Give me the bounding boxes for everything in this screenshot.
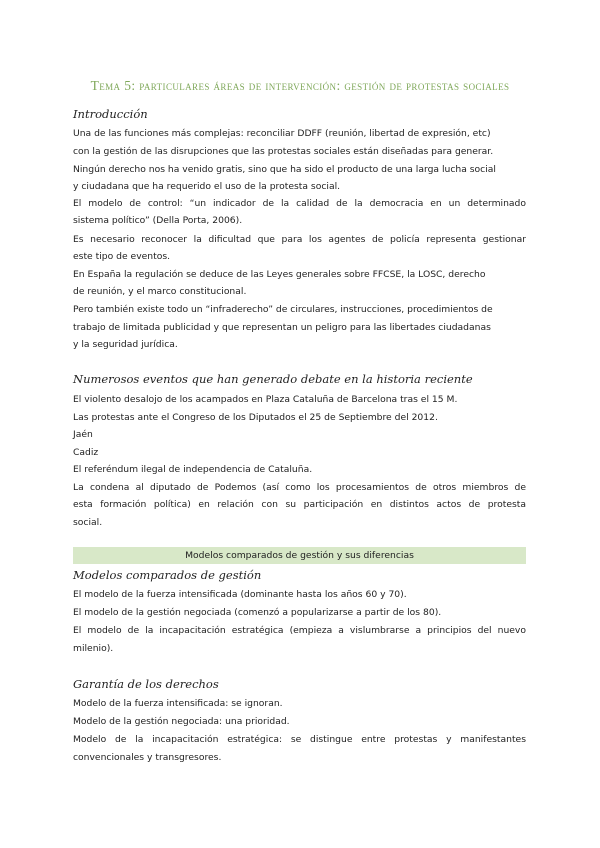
- rights-line-4: convencionales y transgresores.: [73, 752, 222, 763]
- intro-line-9: En España la regulación se deduce de las Leyes generales sobre FFCSE, la LOSC, derecho: [73, 269, 486, 280]
- models-line-1: El modelo de la fuerza intensificada (dominante hasta los años 60 y 70).: [73, 589, 407, 600]
- events-line-3: Jaén: [73, 429, 93, 440]
- intro-line-4: y ciudadana que ha requerido el uso de la protesta social.: [73, 181, 341, 192]
- models-line-2: El modelo de la gestión negociada (comenzó a popularizarse a partir de los 80).: [73, 607, 442, 618]
- models-heading: Modelos comparados de gestión: [73, 568, 262, 582]
- events-line-8: social.: [73, 517, 103, 528]
- intro-line-1: Una de las funciones más complejas: reconciliar DDFF (reunión, libertad de expresión, etc): [73, 128, 491, 139]
- intro-heading: Introducción: [73, 107, 148, 121]
- events-line-2: Las protestas ante el Congreso de los Diputados el 25 de Septiembre del 2012.: [73, 412, 438, 423]
- intro-line-7: Es necesario reconocer la dificultad que para los agentes de policía representa gestionar: [73, 234, 526, 245]
- section-band: Modelos comparados de gestión y sus diferencias: [73, 547, 526, 564]
- rights-line-3: Modelo de la incapacitación estratégica: se distingue entre protestas y manifestantes: [73, 734, 526, 745]
- events-line-5: El referéndum ilegal de independencia de Cataluña.: [73, 464, 313, 475]
- intro-line-13: y la seguridad jurídica.: [73, 339, 178, 350]
- models-line-3: El modelo de la incapacitación estratégica (empieza a vislumbrarse a principios del nuevo: [73, 625, 526, 636]
- intro-line-2: con la gestión de las disrupciones que las protestas sociales están diseñadas para generar.: [73, 146, 494, 157]
- intro-line-6: sistema político” (Della Porta, 2006).: [73, 215, 243, 226]
- intro-line-10: de reunión, y el marco constitucional.: [73, 286, 247, 297]
- intro-line-12: trabajo de limitada publicidad y que representan un peligro para las libertades ciudadanas: [73, 322, 491, 333]
- models-line-4: milenio).: [73, 643, 114, 654]
- intro-line-8: este tipo de eventos.: [73, 251, 171, 262]
- rights-line-2: Modelo de la gestión negociada: una prioridad.: [73, 716, 290, 727]
- intro-line-5: El modelo de control: “un indicador de la calidad de la democracia en un determinado: [73, 198, 526, 209]
- events-line-4: Cadiz: [73, 447, 99, 458]
- intro-line-11: Pero también existe todo un “infraderecho” de circulares, instrucciones, procedimientos de: [73, 304, 493, 315]
- rights-line-1: Modelo de la fuerza intensificada: se ignoran.: [73, 698, 283, 709]
- events-line-6: La condena al diputado de Podemos (así como los procesamientos de otros miembros de: [73, 482, 526, 493]
- events-line-1: El violento desalojo de los acampados en Plaza Cataluña de Barcelona tras el 15 M.: [73, 394, 458, 405]
- rights-heading: Garantía de los derechos: [73, 677, 219, 691]
- document-title: Tema 5: particulares áreas de intervención: gestión de protestas sociales: [90, 78, 510, 93]
- events-line-7: esta formación política) en relación con su participación en distintos actos de protesta: [73, 499, 526, 510]
- intro-line-3: Ningún derecho nos ha venido gratis, sino que ha sido el producto de una larga lucha social: [73, 164, 496, 175]
- events-heading: Numerosos eventos que han generado debate en la historia reciente: [73, 372, 473, 386]
